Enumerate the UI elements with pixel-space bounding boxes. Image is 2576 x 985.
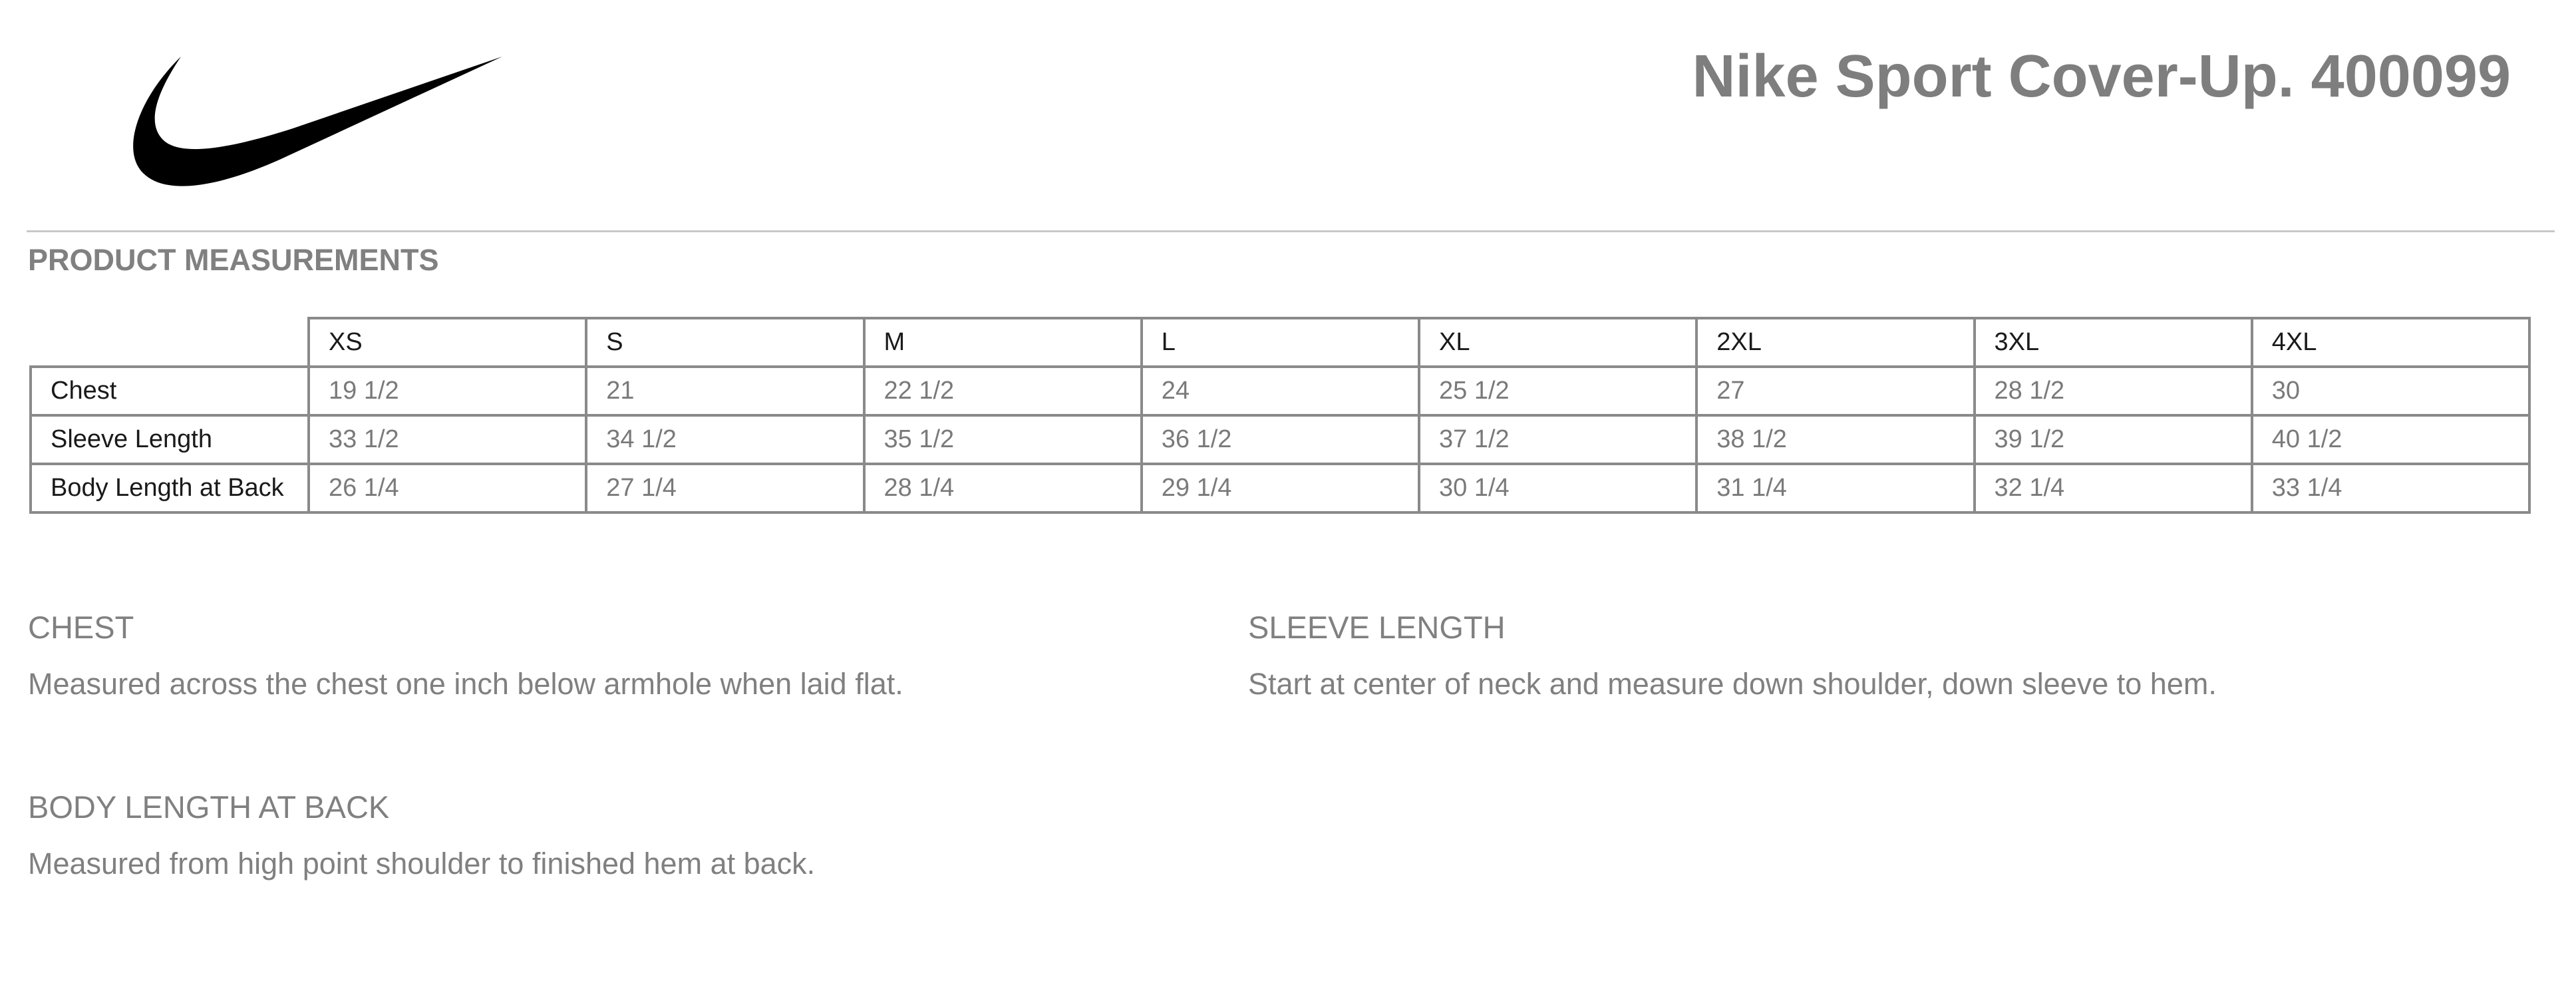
table-row xyxy=(31,367,2529,415)
table-cell: 38 1/2 xyxy=(1696,415,1974,464)
table-cell: 26 1/4 xyxy=(309,464,586,512)
column-header: 2XL xyxy=(1696,318,1974,367)
table-corner-cell xyxy=(31,318,309,367)
page-title: Nike Sport Cover-Up. 400099 xyxy=(1692,43,2511,110)
column-header: M xyxy=(864,318,1142,367)
table-cell: 33 1/2 xyxy=(309,415,586,464)
table-cell: 22 1/2 xyxy=(864,367,1142,415)
table-cell: 34 1/2 xyxy=(586,415,864,464)
chest-definition-title: CHEST xyxy=(28,610,134,645)
row-label: Sleeve Length xyxy=(31,415,309,464)
column-header: XL xyxy=(1419,318,1696,367)
table-row xyxy=(31,415,2529,464)
body-length-definition-text: Measured from high point shoulder to finished hem at back. xyxy=(28,847,816,881)
table-cell: 21 xyxy=(586,367,864,415)
row-label: Chest xyxy=(31,367,309,415)
sleeve-definition-text: Start at center of neck and measure down shoulder, down sleeve to hem. xyxy=(1248,667,2217,701)
nike-swoosh-icon xyxy=(126,50,512,193)
table-cell: 25 1/2 xyxy=(1419,367,1696,415)
table-cell: 24 xyxy=(1142,367,1419,415)
table-cell: 39 1/2 xyxy=(1975,415,2252,464)
table-cell: 32 1/4 xyxy=(1975,464,2252,512)
table-cell: 37 1/2 xyxy=(1419,415,1696,464)
table-row xyxy=(31,464,2529,512)
table-cell: 33 1/4 xyxy=(2252,464,2529,512)
table-cell: 28 1/2 xyxy=(1975,367,2252,415)
header-divider xyxy=(27,230,2555,232)
table-cell: 36 1/2 xyxy=(1142,415,1419,464)
chest-definition-text: Measured across the chest one inch below armhole when laid flat. xyxy=(28,667,903,701)
table-cell: 35 1/2 xyxy=(864,415,1142,464)
table-cell: 30 xyxy=(2252,367,2529,415)
column-header: 3XL xyxy=(1975,318,2252,367)
section-heading: PRODUCT MEASUREMENTS xyxy=(28,243,439,277)
table-cell: 28 1/4 xyxy=(864,464,1142,512)
table-cell: 31 1/4 xyxy=(1696,464,1974,512)
sleeve-definition-title: SLEEVE LENGTH xyxy=(1248,610,1506,645)
measurements-table xyxy=(29,317,2531,514)
row-label: Body Length at Back xyxy=(31,464,309,512)
table-cell: 19 1/2 xyxy=(309,367,586,415)
table-header-row xyxy=(31,318,2529,367)
table-cell: 27 xyxy=(1696,367,1974,415)
column-header: S xyxy=(586,318,864,367)
body-length-definition-title: BODY LENGTH AT BACK xyxy=(28,789,390,825)
column-header: 4XL xyxy=(2252,318,2529,367)
table-cell: 40 1/2 xyxy=(2252,415,2529,464)
table-cell: 29 1/4 xyxy=(1142,464,1419,512)
column-header: L xyxy=(1142,318,1419,367)
column-header: XS xyxy=(309,318,586,367)
table-cell: 27 1/4 xyxy=(586,464,864,512)
table-cell: 30 1/4 xyxy=(1419,464,1696,512)
